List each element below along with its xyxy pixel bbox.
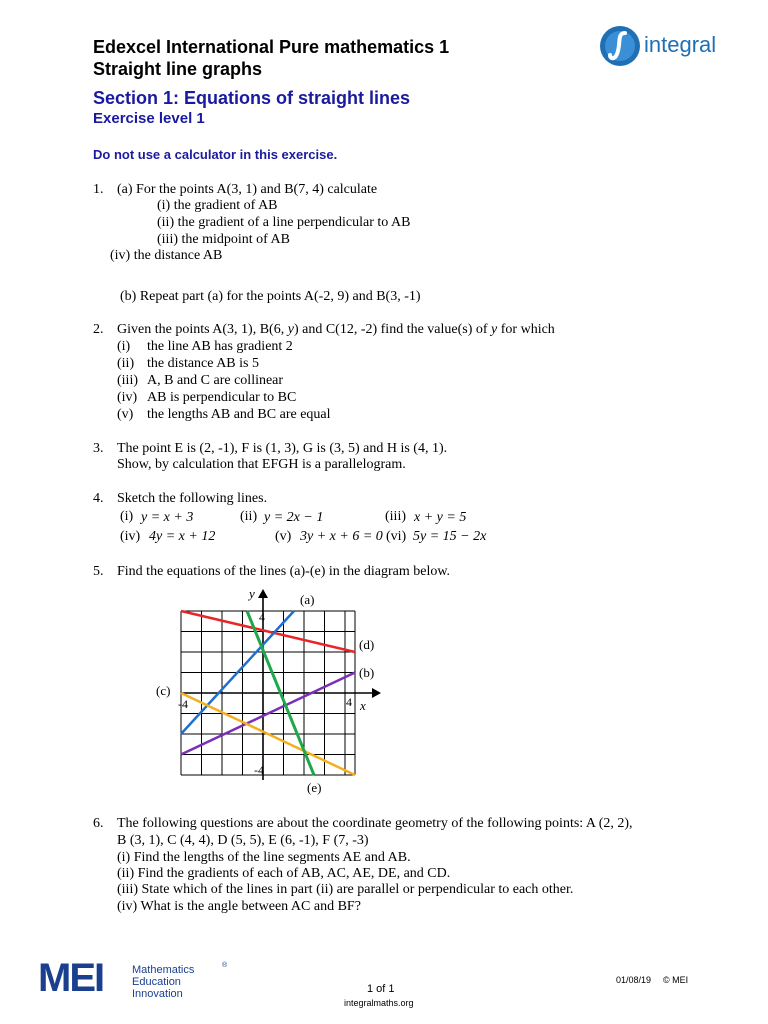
- label-c: (c): [156, 683, 171, 698]
- q3-line-2: Show, by calculation that EFGH is a parallelogram.: [117, 457, 406, 472]
- footer-site: integralmaths.org: [344, 998, 414, 1008]
- q6-line-6: (iv) What is the angle between AC and BF?: [117, 899, 361, 914]
- exercise-title: Exercise level 1: [93, 110, 205, 127]
- mei-letters: MEI: [38, 956, 104, 1000]
- q2-stem-part-1: Given the points A(3, 1), B(6,: [117, 322, 288, 337]
- mei-registered: ®: [222, 962, 228, 969]
- q2-stem-part-2: ) and C(12, -2) find the value(s) of: [293, 322, 492, 337]
- q3-number: 3.: [93, 441, 104, 456]
- label-b: (b): [359, 665, 375, 680]
- label-d: (d): [359, 637, 375, 652]
- q4-eq-ii: y = 2x − 1: [264, 510, 324, 525]
- q2-item-label: (i): [117, 339, 131, 354]
- q4-label-ii: (ii): [240, 509, 258, 524]
- q5-number: 5.: [93, 564, 104, 579]
- y-axis-arrow-icon: [258, 589, 268, 598]
- y-tick-4: 4: [259, 610, 265, 624]
- q4-label-v: (v): [275, 529, 292, 544]
- page-number: 1 of 1: [367, 983, 395, 995]
- footer-date: 01/08/19: [616, 975, 652, 985]
- q2-item-text: AB is perpendicular to BC: [147, 390, 297, 405]
- q1-item-i: (i) the gradient of AB: [157, 198, 278, 213]
- q4-label-vi: (vi): [386, 529, 407, 544]
- q5-stem: Find the equations of the lines (a)-(e) in the diagram below.: [117, 564, 451, 579]
- integral-wordmark: integral: [644, 32, 717, 57]
- q4-stem: Sketch the following lines.: [117, 491, 268, 506]
- line-graph-diagram: [150, 585, 390, 800]
- x-axis-arrow-icon: [372, 688, 381, 698]
- x-tick-neg4: -4: [178, 697, 188, 711]
- instruction: Do not use a calculator in this exercise.: [93, 147, 338, 162]
- q2-item-label: (iii): [117, 373, 138, 388]
- q2-item-text: A, B and C are collinear: [147, 373, 284, 388]
- x-axis-label: x: [360, 698, 366, 713]
- q4-eq-vi: 5y = 15 − 2x: [413, 529, 487, 544]
- mei-line-3: Innovation: [132, 988, 183, 1000]
- title-line-1: Edexcel International Pure mathematics 1: [93, 37, 450, 57]
- q2-stem-var-y: y: [287, 322, 294, 337]
- q2-item-text: the lengths AB and BC are equal: [147, 407, 331, 422]
- q1-item-ii: (ii) the gradient of a line perpendicular to AB: [157, 215, 411, 230]
- q4-label-i: (i): [120, 509, 134, 524]
- q6-number: 6.: [93, 816, 104, 831]
- q6-line-5: (iii) State which of the lines in part (ii) are parallel or perpendicular to each other.: [117, 882, 574, 897]
- q2-item-text: the distance AB is 5: [147, 356, 259, 371]
- q4-number: 4.: [93, 491, 104, 506]
- q6-line-4: (ii) Find the gradients of each of AB, AC, AE, DE, and CD.: [117, 866, 451, 881]
- y-tick-neg4: -4: [254, 763, 264, 777]
- footer-copyright: © MEI: [663, 975, 689, 985]
- integral-logo: [598, 24, 744, 68]
- q1-part-b: (b) Repeat part (a) for the points A(-2, 9) and B(3, -1): [120, 289, 421, 304]
- q2-stem: [117, 321, 555, 338]
- q2-stem-part-3: for which: [497, 322, 555, 337]
- q2-item-label: (iv): [117, 390, 138, 405]
- q2-item-label: (ii): [117, 356, 135, 371]
- mei-line-2: Education: [132, 976, 181, 988]
- title-line-2: Straight line graphs: [93, 59, 263, 79]
- q1-part-a: (a) For the points A(3, 1) and B(7, 4) calculate: [117, 182, 378, 197]
- q4-eq-v: 3y + x + 6 = 0: [300, 529, 383, 544]
- q4-eq-i: y = x + 3: [141, 510, 194, 525]
- y-axis-label: y: [249, 586, 255, 601]
- q2-item-text: the line AB has gradient 2: [147, 339, 293, 354]
- q4-eq-iii: x + y = 5: [414, 510, 467, 525]
- label-a: (a): [300, 592, 315, 607]
- q2-number: 2.: [93, 322, 104, 337]
- q2-stem-var-y2: y: [491, 322, 498, 337]
- label-e: (e): [307, 780, 322, 795]
- q2-item-label: (v): [117, 407, 134, 422]
- q1-number: 1.: [93, 182, 104, 197]
- q1-item-iii: (iii) the midpoint of AB: [157, 232, 290, 247]
- q6-line-1: The following questions are about the coordinate geometry of the following points: A (2, 2),: [117, 816, 633, 831]
- mei-line-1: Mathematics: [132, 964, 195, 976]
- section-title: Section 1: Equations of straight lines: [93, 88, 411, 108]
- q4-label-iv: (iv): [120, 529, 141, 544]
- q1-item-iv: (iv) the distance AB: [110, 248, 223, 263]
- q6-line-2: B (3, 1), C (4, 4), D (5, 5), E (6, -1), F (7, -3): [117, 833, 369, 848]
- x-tick-4: 4: [346, 695, 352, 709]
- q6-line-3: (i) Find the lengths of the line segments AE and AB.: [117, 850, 411, 865]
- q4-label-iii: (iii): [385, 509, 406, 524]
- q3-line-1: The point E is (2, -1), F is (1, 3), G is (3, 5) and H is (4, 1).: [117, 441, 448, 456]
- q4-eq-iv: 4y = x + 12: [149, 529, 216, 544]
